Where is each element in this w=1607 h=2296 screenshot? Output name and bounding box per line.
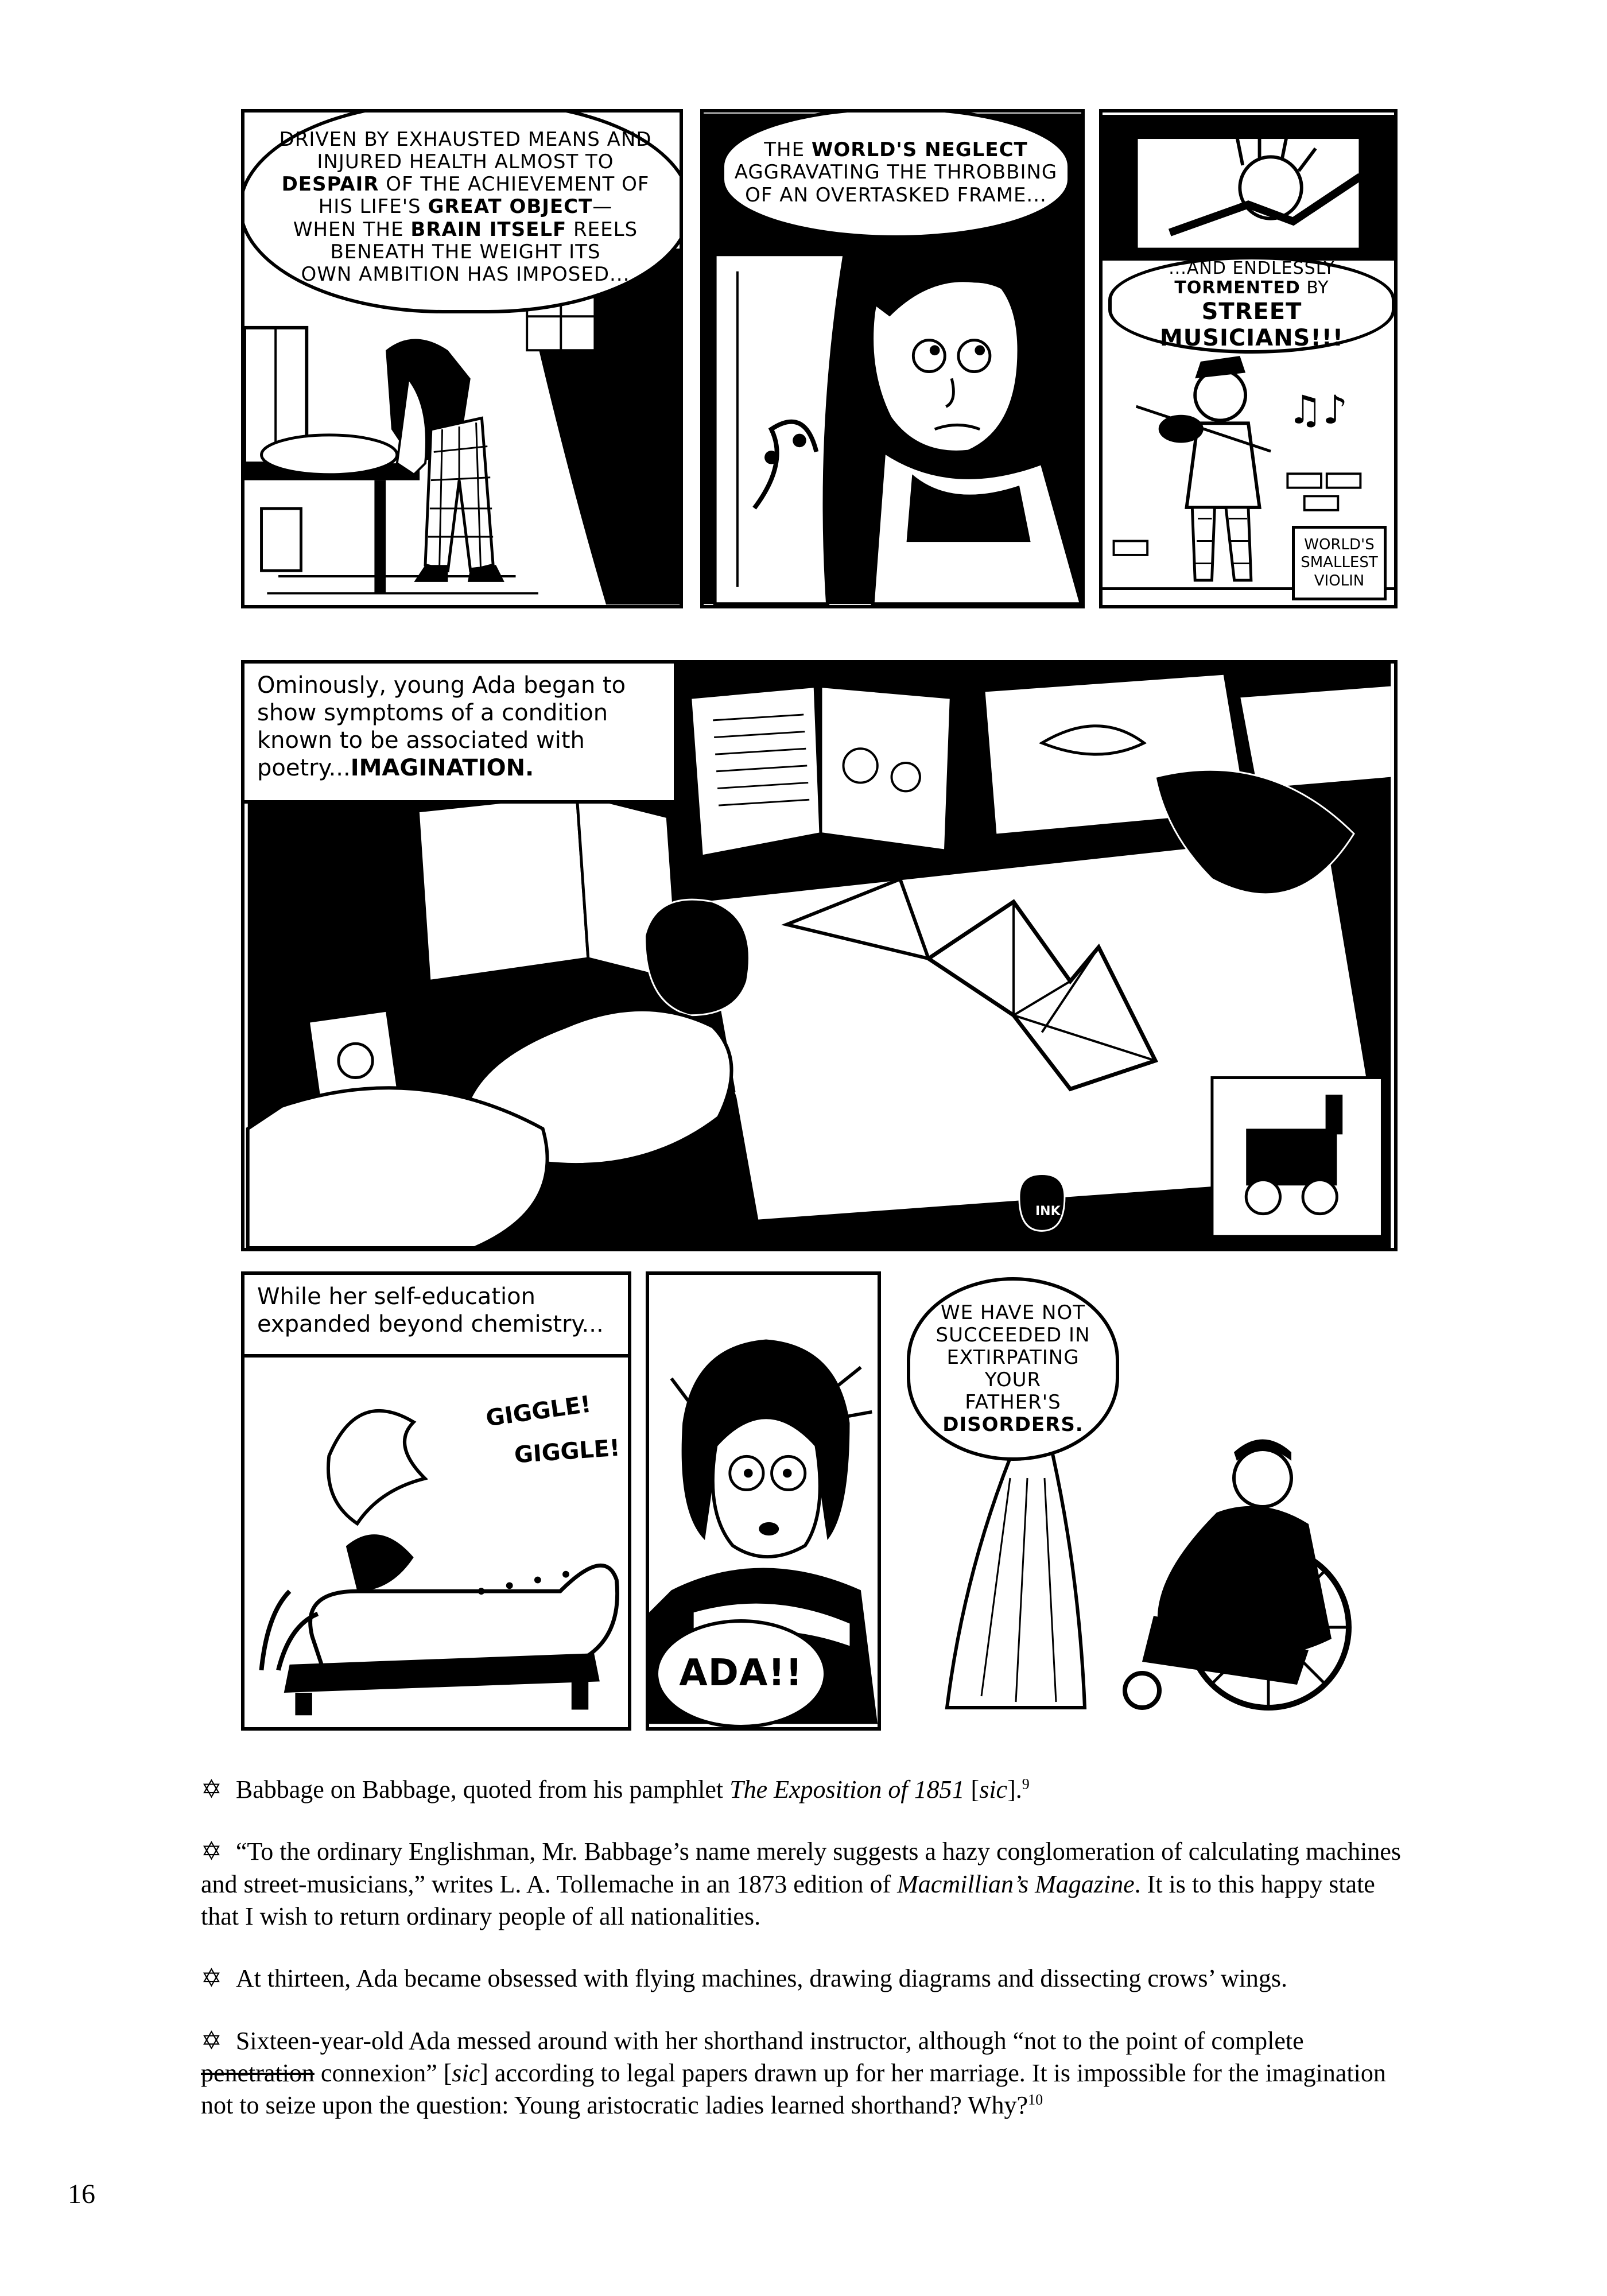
speech-bubble-worlds-neglect — [721, 109, 1071, 239]
sign-line-1: WORLD'S — [1304, 536, 1375, 554]
speech-bubble-street-musicians — [1108, 256, 1395, 354]
line-3: OF AN OVERTASKED FRAME... — [745, 183, 1047, 207]
line-2: show symptoms of a condition — [257, 700, 608, 726]
giggle-sfx-1: GIGGLE! — [484, 1391, 593, 1432]
star-of-david-icon: ✡ — [201, 2026, 222, 2055]
line-1: WE HAVE NOT — [940, 1301, 1086, 1324]
speech-bubble-fathers-disorders — [907, 1277, 1119, 1461]
line-1: Ominously, young Ada began to — [257, 672, 626, 699]
line-1: While her self-education — [257, 1283, 535, 1310]
line-6: BENEATH THE WEIGHT ITS — [330, 240, 601, 263]
line-3: EXTIRPATING — [946, 1345, 1080, 1369]
ink-bottle-label: INK — [1035, 1204, 1061, 1219]
star-of-david-icon: ✡ — [201, 1964, 222, 1994]
panel-street-musician — [1099, 109, 1398, 608]
panel-babbage-bending — [241, 109, 683, 608]
line-4: poetry...IMAGINATION. — [257, 755, 534, 781]
shout-text: ADA!! — [679, 1652, 803, 1695]
page-number: 16 — [68, 2179, 95, 2209]
worlds-smallest-violin-sign — [1292, 526, 1387, 600]
line-1: ...AND ENDLESSLY — [1169, 258, 1335, 278]
panel-mother-wheelchair — [895, 1271, 1398, 1731]
line-3: DESPAIR OF THE ACHIEVEMENT OF — [281, 173, 650, 196]
line-4: HIS LIFE'S GREAT OBJECT— — [318, 195, 613, 219]
shout-bubble-ada — [655, 1619, 827, 1728]
star-of-david-icon: ✡ — [201, 1775, 222, 1804]
sign-line-2: SMALLEST — [1301, 554, 1378, 572]
footnote-1: ✡ Babbage on Babbage, quoted from his pamphlet The Exposition of 1851 [sic].$^9$ — [201, 1775, 1030, 1804]
line-2: SUCCEEDED IN — [936, 1323, 1090, 1347]
line-5: WHEN THE BRAIN ITSELF REELS — [293, 218, 638, 241]
line-4: YOUR — [984, 1368, 1042, 1391]
star-of-david-icon: ✡ — [201, 1837, 222, 1867]
line-2: expanded beyond chemistry... — [257, 1311, 604, 1337]
line-1: THE WORLD'S NEGLECT — [764, 138, 1028, 162]
panel-ada-drawing — [241, 660, 1398, 1251]
svg-text:♫♪: ♫♪ — [1287, 387, 1348, 433]
line-7: OWN AMBITION HAS IMPOSED... — [301, 262, 630, 286]
panel-chaise-giggle — [241, 1271, 631, 1731]
panel-ada-startled — [646, 1271, 881, 1731]
speech-bubble-despair — [241, 109, 683, 313]
line-2: AGGRAVATING THE THROBBING — [734, 161, 1058, 184]
panel-babbage-window — [700, 109, 1085, 608]
footnotes — [201, 1774, 1406, 2152]
line-3: STREET MUSICIANS!!! — [1159, 298, 1344, 351]
sign-line-3: VIOLIN — [1314, 572, 1365, 589]
line-1: DRIVEN BY EXHAUSTED MEANS AND — [279, 128, 652, 152]
line-2: TORMENTED BY — [1174, 278, 1329, 298]
footnote-2: ✡ “To the ordinary Englishman, Mr. Babbage’s name merely suggests a hazy conglomeration of calculating machines and street-musicians,” writes L. A. Tollemache in an 1873 edition of Macmillian’s Magazine. It is to this happy state that I wish to return ordinary people of all nationalities. — [201, 1837, 1401, 1930]
line-2: INJURED HEALTH ALMOST TO — [317, 150, 614, 174]
caption-self-education — [241, 1271, 631, 1358]
footnote-4: ✡ Sixteen-year-old Ada messed around with her shorthand instructor, although “not to the point of complete penetration connexion” [sic] according to legal papers drawn up for her marriage. It is impossible for the imagination not to seize upon the question: Young aristocratic ladies learned shorthand? Why?$^{10}$ — [201, 2026, 1386, 2120]
line-6: DISORDERS. — [942, 1413, 1084, 1437]
caption-ominously-imagination — [241, 660, 677, 804]
line-3: known to be associated with — [257, 727, 585, 754]
footnote-3: ✡ At thirteen, Ada became obsessed with flying machines, drawing diagrams and dissecting crows’ wings. — [201, 1964, 1287, 1994]
line-5: FATHER'S — [965, 1391, 1061, 1414]
giggle-sfx-2: GIGGLE! — [513, 1434, 621, 1469]
